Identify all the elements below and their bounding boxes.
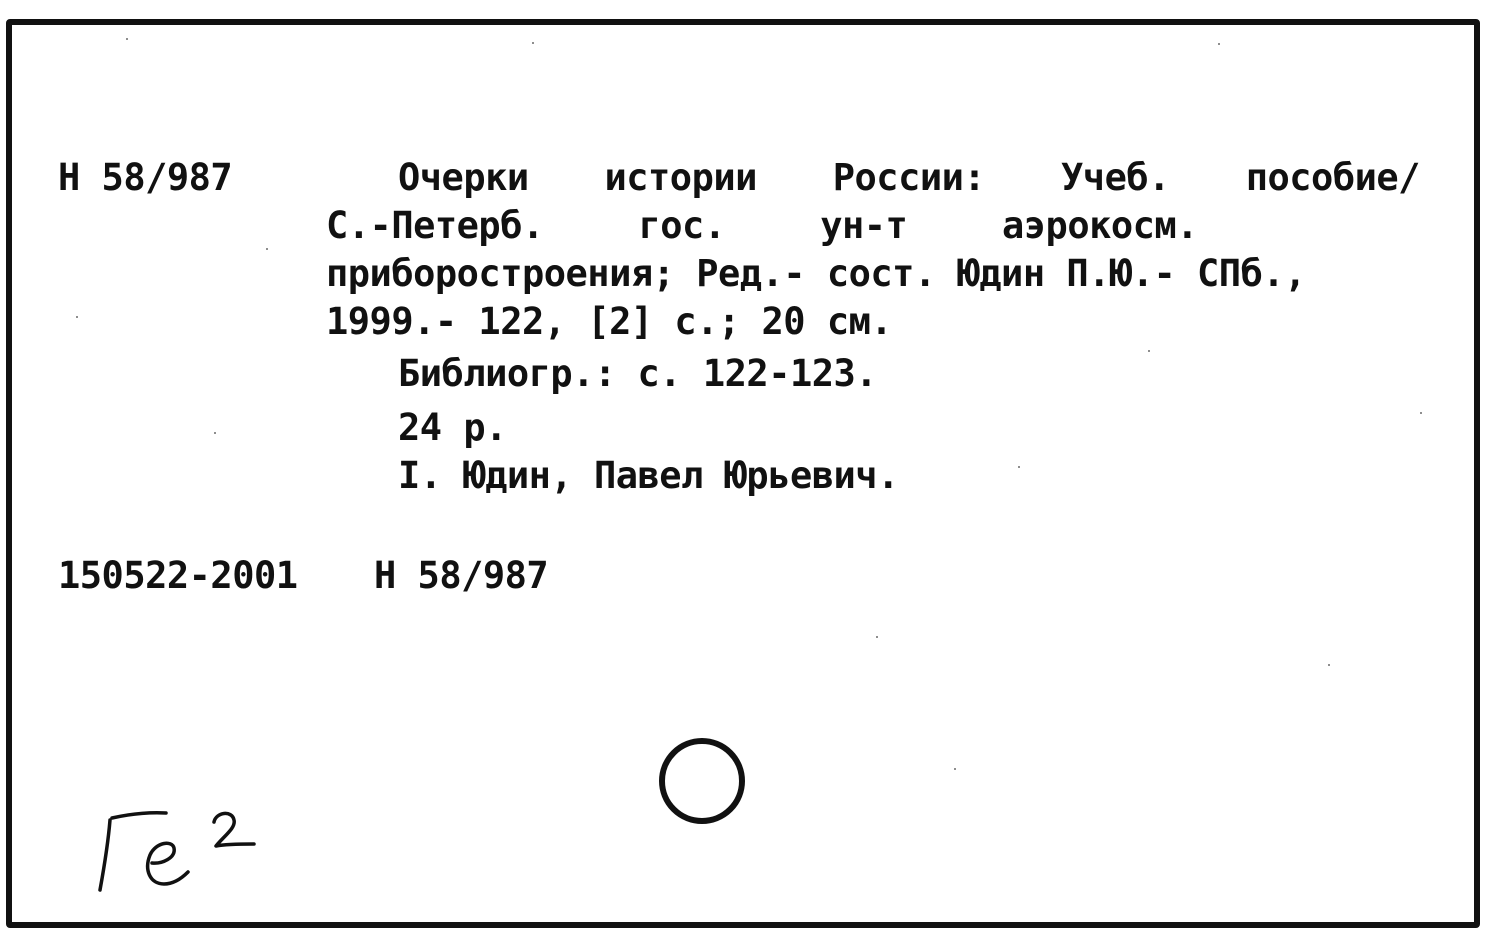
scan-speck bbox=[266, 248, 268, 250]
scan-speck bbox=[1148, 350, 1150, 352]
author-word: аэрокосм. bbox=[1002, 204, 1198, 247]
imprint-line: 1999.- 122, [2] с.; 20 см. bbox=[326, 300, 893, 343]
scan-speck bbox=[1328, 664, 1330, 666]
publisher-line: приборостроения; Ред.- сост. Юдин П.Ю.- СПб., bbox=[326, 252, 1306, 295]
author-word: ун-т bbox=[820, 204, 908, 247]
scan-speck bbox=[954, 768, 956, 770]
scan-speck bbox=[1018, 466, 1020, 468]
scan-speck bbox=[1420, 412, 1422, 414]
scan-speck bbox=[126, 38, 128, 40]
author-word: гос. bbox=[638, 204, 726, 247]
bibliography-note: Библиогр.: с. 122-123. bbox=[398, 352, 878, 395]
title-word: пособие/ bbox=[1245, 156, 1420, 199]
title-word: Очерки bbox=[398, 156, 529, 199]
footer-shelf-mark: Н 58/987 bbox=[374, 554, 549, 597]
scan-speck bbox=[1218, 43, 1220, 45]
scan-speck bbox=[532, 42, 534, 44]
title-word: России: bbox=[832, 156, 986, 199]
scan-speck bbox=[214, 432, 216, 434]
scan-speck bbox=[76, 316, 78, 318]
title-word: истории bbox=[604, 156, 757, 199]
title-word: Учеб. bbox=[1061, 156, 1170, 199]
added-entry: I. Юдин, Павел Юрьевич. bbox=[398, 454, 899, 497]
price: 24 р. bbox=[398, 406, 507, 449]
author-word: С.-Петерб. bbox=[326, 204, 544, 247]
scan-speck bbox=[876, 636, 878, 638]
record-number: 150522-2001 bbox=[58, 554, 298, 597]
shelf-mark: Н 58/987 bbox=[58, 156, 233, 199]
rod-hole bbox=[659, 738, 745, 824]
title-line bbox=[398, 156, 1420, 200]
author-line bbox=[326, 204, 1198, 248]
handwritten-mark bbox=[90, 800, 270, 900]
